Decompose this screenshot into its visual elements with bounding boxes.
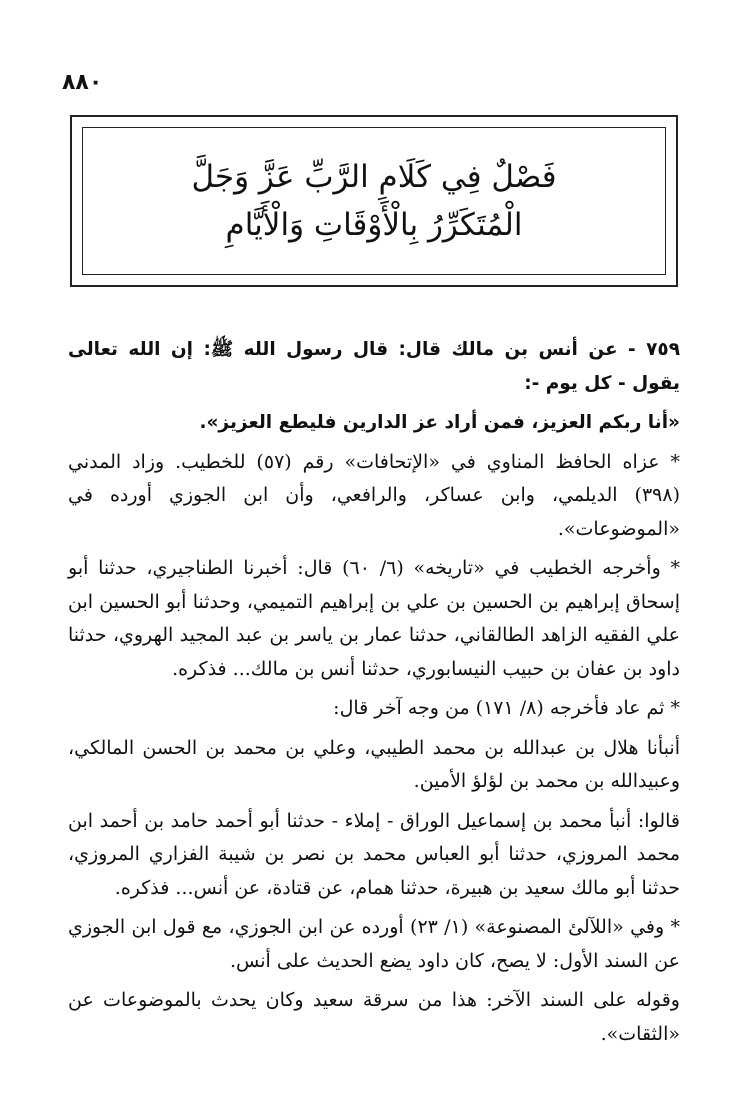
- hadith-text: «أنا ربكم العزيز، فمن أراد عز الدارين فليطع العزيز».: [199, 412, 680, 433]
- isnad-paragraph: قالوا: أنبأ محمد بن إسماعيل الوراق - إملاء - حدثنا أبو أحمد حامد بن أحمد ابن محمد المروزي، حدثنا أبو العباس محمد بن نصر بن شيبة الفزاري المروزي، حدثنا أبو مالك سعيد بن هبيرة، حدثنا همام، عن قتادة، عن أنس... فذكره.: [68, 809, 680, 899]
- isnad-paragraph: أنبأنا هلال بن عبدالله بن محمد الطيبي، وعلي بن محمد بن الحسن المالكي، وعبيدالله بن محمد بن لؤلؤ الأمين.: [68, 736, 680, 792]
- hadith-intro: ٧٥٩ - عن أنس بن مالك قال: قال رسول الله ﷺ: إن الله تعالى يقول - كل يوم -:: [68, 339, 680, 394]
- takhrij-paragraph: * وأخرجه الخطيب في «تاريخه» (٦/ ٦٠) قال: أخبرنا الطناجيري، حدثنا أبو إسحاق إبراهيم بن الحسين بن علي بن إبراهيم التميمي، وحدثنا أبو الحسين ابن علي الفقيه الزاهد الطالقاني، حدثنا عمار بن ياسر بن عبد المجيد الهروي، حدثنا داود بن عفان بن حبيب النيسابوري، حدثنا أنس بن مالك... فذكره.: [68, 557, 680, 680]
- chapter-title-frame: [70, 115, 678, 287]
- chapter-title-inner-frame: [82, 127, 666, 275]
- chapter-title-line-2: الْمُتَكَرِّرُ بِالْأَوْقَاتِ وَالْأَيَّامِ: [225, 207, 523, 243]
- takhrij-paragraph: * وفي «اللآلئ المصنوعة» (١/ ٢٣) أورده عن ابن الجوزي، مع قول ابن الجوزي عن السند الأول: لا يصح، كان داود يضع الحديث على أنس.: [68, 916, 680, 972]
- takhrij-paragraph: * ثم عاد فأخرجه (٨/ ١٧١) من وجه آخر قال:: [333, 697, 680, 719]
- page-number: ٨٨٠: [62, 70, 103, 95]
- page-body: [68, 333, 680, 1057]
- takhrij-paragraph: * عزاه الحافظ المناوي في «الإتحافات» رقم (٥٧) للخطيب. وزاد المدني (٣٩٨) الديلمي، وابن عساكر، والرافعي، وأن ابن الجوزي أورده في «الموضوعات».: [68, 450, 681, 540]
- chapter-title-line-1: فَصْلٌ فِي كَلَامِ الرَّبِّ عَزَّ وَجَلَّ: [191, 159, 557, 195]
- takhrij-paragraph: وقوله على السند الآخر: هذا من سرقة سعيد وكان يحدث بالموضوعات عن «الثقات».: [68, 989, 680, 1045]
